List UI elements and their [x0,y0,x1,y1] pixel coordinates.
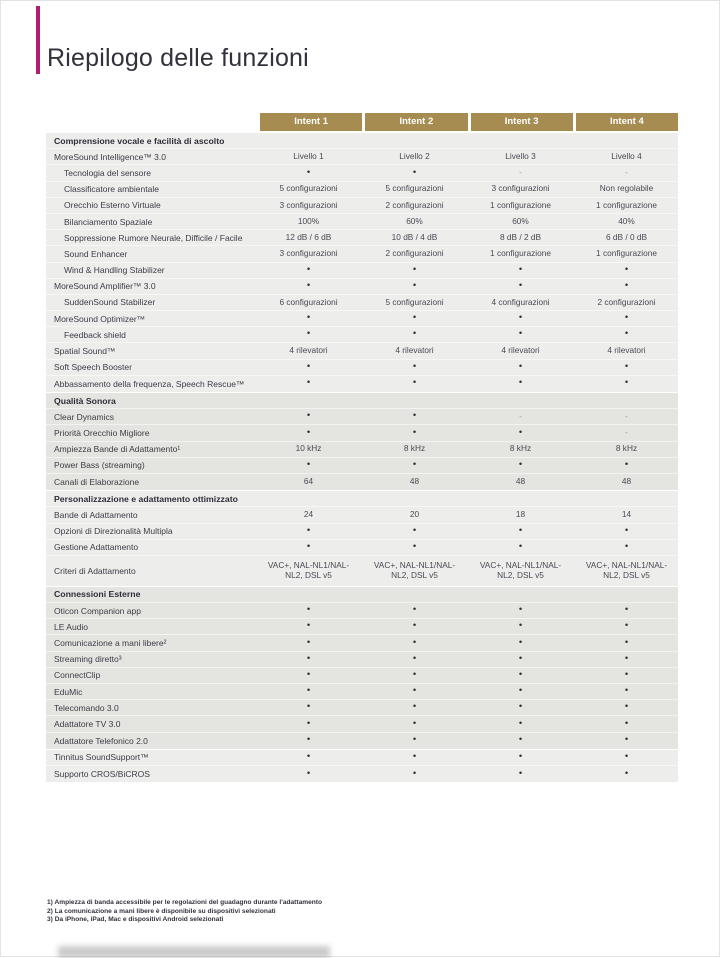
feature-label: Wind & Handling Stabilizer [64,265,165,276]
feature-value-cell: 3 configurazioni [279,199,338,210]
footnote-1: 1) Ampiezza di banda accessibile per le regolazioni del guadagno durante l'adattamento [47,899,323,906]
feature-value-cell: • [624,360,629,372]
feature-value-cell: • [518,312,523,324]
feature-value-cell: • [518,426,523,438]
feature-value-cell: • [518,458,523,470]
feature-value-cell: 2 configurazioni [385,199,444,210]
feature-value-cell: • [624,668,629,680]
feature-value-cell: • [518,604,523,616]
section-header-row [46,491,678,507]
feature-row [46,263,678,279]
feature-value-cell: • [412,360,417,372]
feature-value-cell: 3 configurazioni [279,248,338,259]
feature-label: Orecchio Esterno Virtuale [64,200,161,211]
table-section [46,393,678,490]
feature-value-cell: • [412,312,417,324]
feature-label: Streaming diretto³ [54,654,122,665]
feature-row [46,279,678,295]
feature-label: Gestione Adattamento [54,542,139,553]
feature-row [46,198,678,214]
feature-row [46,327,678,343]
feature-value-cell: • [518,636,523,648]
feature-value-cell: • [624,636,629,648]
feature-value-cell: 14 [621,509,632,520]
feature-value-cell: Livello 2 [399,151,430,162]
feature-row [46,716,678,732]
feature-row [46,182,678,198]
feature-row [46,507,678,523]
feature-value-cell: • [518,328,523,340]
table-section [46,750,678,782]
feature-value-cell: • [412,263,417,275]
feature-value-cell: • [624,620,629,632]
feature-value-cell: • [306,410,311,422]
feature-value-cell: 64 [303,476,314,487]
feature-value-cell: 60% [406,215,423,226]
feature-row [46,668,678,684]
feature-row [46,360,678,376]
column-header-intent-2: Intent 2 [365,113,467,131]
feature-value-cell: 1 configurazione [596,248,657,259]
feature-label: Ampiezza Bande di Adattamento¹ [54,444,181,455]
feature-value-cell: • [412,410,417,422]
feature-value-cell: • [306,360,311,372]
column-header-intent-1: Intent 1 [260,113,362,131]
feature-value-cell: • [306,668,311,680]
feature-value-cell: • [412,668,417,680]
feature-value-cell: VAC+, NAL-NL1/NAL-NL2, DSL v5 [373,560,456,580]
feature-label: MoreSound Optimizer™ [54,313,146,324]
feature-value-cell: • [412,717,417,729]
table-section [46,491,678,586]
feature-row [46,750,678,766]
feature-value-cell: • [518,620,523,632]
feature-label: Supporto CROS/BiCROS [54,769,150,780]
feature-value-cell: 4 rilevatori [289,345,328,356]
feature-value-cell: • [412,750,417,762]
feature-value-cell: • [306,524,311,536]
feature-value-cell: • [306,767,311,779]
feature-value-cell: 10 dB / 4 dB [391,231,438,242]
feature-value-cell: • [518,279,523,291]
feature-value-cell: • [412,426,417,438]
feature-row [46,295,678,311]
feature-value-cell: 6 dB / 0 dB [605,231,648,242]
feature-label: Soft Speech Booster [54,362,132,373]
feature-value-cell: 4 rilevatori [501,345,540,356]
feature-label: Adattatore Telefonico 2.0 [54,735,148,746]
feature-row [46,619,678,635]
feature-row [46,700,678,716]
feature-row [46,474,678,490]
feature-value-cell: 8 kHz [615,443,638,454]
feature-value-cell: • [306,458,311,470]
feature-label: Feedback shield [64,329,126,340]
section-header-label: Connessioni Esterne [54,589,141,600]
feature-value-cell: • [518,360,523,372]
feature-label: Comunicazione a mani libere² [54,638,167,649]
feature-value-cell: • [518,263,523,275]
feature-value-cell: • [624,750,629,762]
feature-value-cell: - [625,411,628,422]
section-header-row [46,133,678,149]
feature-label: Tecnologia del sensore [64,167,151,178]
feature-label: Bande di Adattamento [54,509,138,520]
feature-row [46,442,678,458]
feature-value-cell: 5 configurazioni [385,296,444,307]
feature-row [46,311,678,327]
feature-row [46,214,678,230]
cutoff-bottom-content [58,946,330,958]
feature-value-cell: • [518,750,523,762]
feature-value-cell: • [412,458,417,470]
feature-label: Oticon Companion app [54,605,141,616]
feature-value-cell: • [624,604,629,616]
feature-row [46,230,678,246]
feature-value-cell: • [518,734,523,746]
table-body [46,133,678,782]
feature-value-cell: 1 configurazione [490,199,551,210]
feature-value-cell: • [518,377,523,389]
feature-value-cell: VAC+, NAL-NL1/NAL-NL2, DSL v5 [479,560,562,580]
feature-value-cell: • [412,767,417,779]
feature-value-cell: 12 dB / 6 dB [285,231,332,242]
feature-row [46,540,678,556]
feature-value-cell: • [624,377,629,389]
feature-value-cell: 4 configurazioni [491,296,550,307]
feature-value-cell: • [306,750,311,762]
feature-value-cell: 4 rilevatori [395,345,434,356]
feature-label: ConnectClip [54,670,101,681]
feature-value-cell: • [624,717,629,729]
feature-label: Tinnitus SoundSupport™ [54,752,149,763]
feature-row [46,458,678,474]
feature-value-cell: • [412,636,417,648]
feature-row [46,343,678,359]
feature-value-cell: • [306,279,311,291]
feature-value-cell: • [306,652,311,664]
header-spacer [46,113,257,131]
feature-label: Sound Enhancer [64,248,128,259]
feature-value-cell: • [412,377,417,389]
feature-value-cell: 8 kHz [509,443,532,454]
feature-value-cell: 1 configurazione [490,248,551,259]
feature-value-cell: 8 dB / 2 dB [499,231,542,242]
feature-value-cell: • [306,734,311,746]
feature-value-cell: • [518,701,523,713]
feature-label: Soppressione Rumore Neurale, Difficile / Facile [64,232,243,243]
feature-value-cell: • [518,767,523,779]
feature-value-cell: 48 [409,476,420,487]
feature-value-cell: VAC+, NAL-NL1/NAL-NL2, DSL v5 [267,560,350,580]
feature-row [46,733,678,749]
feature-value-cell: • [624,279,629,291]
feature-label: Opzioni di Direzionalità Multipla [54,526,173,537]
column-header-intent-3: Intent 3 [471,113,573,131]
feature-value-cell: • [518,717,523,729]
feature-row [46,635,678,651]
feature-row [46,684,678,700]
feature-label: Bilanciamento Spaziale [64,216,153,227]
feature-value-cell: • [412,652,417,664]
feature-value-cell: • [624,734,629,746]
feature-row [46,524,678,540]
feature-value-cell: 2 configurazioni [597,296,656,307]
feature-value-cell: • [624,685,629,697]
feature-value-cell: 48 [515,476,526,487]
feature-value-cell: • [306,426,311,438]
feature-label: LE Audio [54,621,89,632]
feature-value-cell: • [518,524,523,536]
feature-value-cell: Non regolabile [599,183,654,194]
feature-value-cell: • [518,668,523,680]
feature-value-cell: • [624,458,629,470]
feature-value-cell: 40% [618,215,635,226]
feature-row [46,652,678,668]
feature-value-cell: • [306,166,311,178]
feature-value-cell: - [625,427,628,438]
feature-value-cell: • [518,652,523,664]
feature-row [46,556,678,586]
feature-value-cell: 20 [409,509,420,520]
feature-row [46,766,678,782]
feature-value-cell: • [306,717,311,729]
feature-value-cell: • [412,524,417,536]
feature-value-cell: - [519,167,522,178]
feature-value-cell: 4 rilevatori [607,345,646,356]
feature-value-cell: • [306,701,311,713]
feature-row [46,165,678,181]
section-header-label: Qualità Sonora [54,395,116,406]
table-section [46,587,678,749]
feature-value-cell: 10 kHz [295,443,322,454]
feature-row [46,425,678,441]
footnotes [47,899,547,925]
feature-value-cell: • [624,524,629,536]
feature-value-cell: • [306,620,311,632]
section-header-label: Comprensione vocale e facilità di ascolto [54,135,225,146]
feature-value-cell: 5 configurazioni [279,183,338,194]
feature-label: Classificatore ambientale [64,184,159,195]
column-header-intent-4: Intent 4 [576,113,678,131]
feature-label: Priorità Orecchio Migliore [54,427,150,438]
feature-value-cell: • [306,312,311,324]
feature-value-cell: • [624,328,629,340]
feature-value-cell: • [624,263,629,275]
feature-label: Clear Dynamics [54,411,114,422]
feature-label: Adattatore TV 3.0 [54,718,121,729]
feature-row [46,409,678,425]
feature-label: Abbassamento della frequenza, Speech Rescue™ [54,378,245,389]
feature-value-cell: • [306,636,311,648]
feature-value-cell: - [625,167,628,178]
feature-value-cell: 8 kHz [403,443,426,454]
feature-value-cell: • [412,279,417,291]
features-table [46,113,678,783]
feature-value-cell: • [412,734,417,746]
feature-value-cell: Livello 1 [293,151,324,162]
feature-value-cell: 24 [303,509,314,520]
feature-value-cell: VAC+, NAL-NL1/NAL-NL2, DSL v5 [585,560,668,580]
section-header-row [46,393,678,409]
feature-value-cell: • [306,604,311,616]
feature-row [46,376,678,392]
feature-value-cell: 18 [515,509,526,520]
feature-label: Telecomando 3.0 [54,702,119,713]
feature-label: SuddenSound Stabilizer [64,297,156,308]
feature-row [46,246,678,262]
feature-value-cell: 100% [297,215,320,226]
feature-label: Criteri di Adattamento [54,565,136,576]
feature-value-cell: • [412,328,417,340]
feature-value-cell: • [518,685,523,697]
table-header-row [46,113,678,131]
section-header-row [46,587,678,603]
feature-label: MoreSound Intelligence™ 3.0 [54,151,166,162]
feature-value-cell: • [412,701,417,713]
feature-value-cell: 6 configurazioni [279,296,338,307]
feature-value-cell: • [306,263,311,275]
feature-value-cell: • [624,652,629,664]
feature-value-cell: Livello 3 [505,151,536,162]
feature-value-cell: • [306,377,311,389]
feature-label: EduMic [54,686,83,697]
feature-value-cell: 3 configurazioni [491,183,550,194]
feature-value-cell: 2 configurazioni [385,248,444,259]
page-title: Riepilogo delle funzioni [47,44,309,72]
feature-value-cell: • [624,767,629,779]
footnote-3: 3) Da iPhone, iPad, Mac e dispositivi Android selezionati [47,916,224,924]
feature-label: Canali di Elaborazione [54,477,140,488]
feature-label: Spatial Sound™ [54,346,116,357]
feature-row [46,149,678,165]
feature-row [46,603,678,619]
feature-value-cell: 48 [621,476,632,487]
feature-value-cell: 1 configurazione [596,199,657,210]
feature-value-cell: • [412,540,417,552]
feature-value-cell: • [412,685,417,697]
feature-value-cell: • [412,604,417,616]
feature-value-cell: 60% [512,215,529,226]
footnote-2: 2) La comunicazione a mani libere è disponibile su dispositivi selezionati [47,907,276,915]
feature-value-cell: • [624,312,629,324]
table-section [46,133,678,392]
feature-value-cell: - [519,411,522,422]
feature-value-cell: • [412,620,417,632]
feature-value-cell: • [624,540,629,552]
section-header-label: Personalizzazione e adattamento ottimizzato [54,493,238,504]
feature-value-cell: • [518,540,523,552]
feature-value-cell: • [306,328,311,340]
feature-label: Power Bass (streaming) [54,460,145,471]
feature-label: MoreSound Amplifier™ 3.0 [54,281,156,292]
feature-value-cell: • [306,685,311,697]
feature-value-cell: Livello 4 [611,151,642,162]
feature-value-cell: • [306,540,311,552]
accent-bar [36,6,40,74]
feature-value-cell: • [412,166,417,178]
feature-value-cell: 5 configurazioni [385,183,444,194]
feature-value-cell: • [624,701,629,713]
